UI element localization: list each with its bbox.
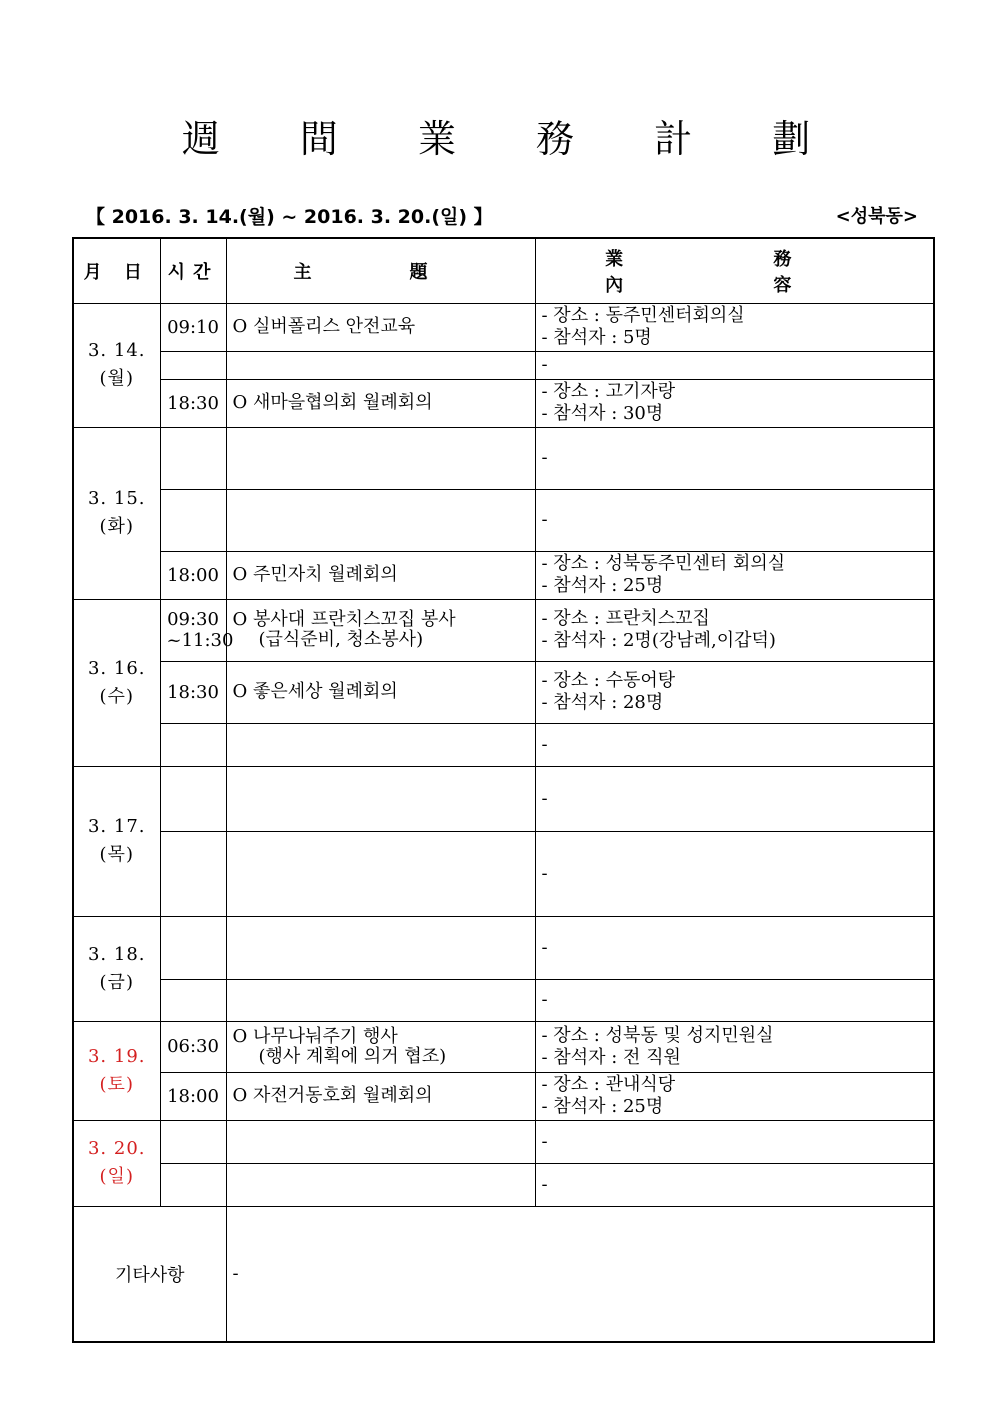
content-line: - 장소 : 수동어탕 <box>541 670 676 691</box>
content-line: - <box>541 936 548 958</box>
content-line: - 장소 : 성북동 및 성지민원실 <box>541 1024 774 1046</box>
content-cell <box>535 766 934 831</box>
topic-cell <box>226 599 535 661</box>
content-line: - <box>541 733 548 755</box>
time-cell <box>160 489 226 551</box>
table-row <box>73 1163 934 1206</box>
date-text: 3. 20. <box>87 1138 146 1159</box>
time-cell <box>160 979 226 1021</box>
table-row <box>73 1021 934 1072</box>
content-line: - <box>541 989 548 1010</box>
time-cell: 18:00 <box>160 1072 226 1120</box>
day-of-week: (일) <box>99 1166 134 1187</box>
topic-line: O 자전거동호회 월례회의 <box>232 1085 433 1106</box>
header-time: 시간 <box>160 238 226 303</box>
content-line: - <box>541 787 548 809</box>
content-cell <box>535 599 934 661</box>
header-topic: 主 題 <box>226 238 535 303</box>
content-cell <box>535 1021 934 1072</box>
topic-cell <box>226 551 535 599</box>
time-cell: 18:00 <box>160 551 226 599</box>
topic-line: O 주민자치 월례회의 <box>232 564 398 585</box>
time-cell: 18:30 <box>160 379 226 427</box>
content-cell <box>535 1163 934 1206</box>
table-row <box>73 427 934 489</box>
content-line: - <box>541 1130 548 1152</box>
content-line: - 참석자 : 2명(강남례,이갑덕) <box>541 630 776 651</box>
topic-cell <box>226 916 535 979</box>
content-line: - <box>541 354 548 375</box>
table-row <box>73 379 934 427</box>
time-cell <box>160 1120 226 1163</box>
content-cell <box>535 1072 934 1120</box>
topic-cell <box>226 351 535 379</box>
etc-row <box>73 1206 934 1342</box>
content-line: - 참석자 : 25명 <box>541 575 664 596</box>
table-row <box>73 599 934 661</box>
table-row <box>73 1072 934 1120</box>
content-line: - <box>541 447 548 468</box>
content-cell <box>535 551 934 599</box>
content-line: - <box>541 509 548 530</box>
topic-cell <box>226 1163 535 1206</box>
topic-cell <box>226 831 535 916</box>
table-row <box>73 766 934 831</box>
content-line: - <box>541 862 548 884</box>
date-cell <box>73 427 160 599</box>
content-line: - 장소 : 성북동주민센터 회의실 <box>541 553 786 574</box>
date-text: 3. 16. <box>87 657 146 679</box>
weekly-plan-table <box>72 237 935 1343</box>
content-line: - 장소 : 프란치스꼬집 <box>541 608 710 629</box>
day-of-week: (월) <box>99 368 134 389</box>
etc-content: - <box>226 1206 934 1342</box>
content-line: - 장소 : 고기자랑 <box>541 381 676 402</box>
date-text: 3. 15. <box>87 488 146 509</box>
content-cell <box>535 831 934 916</box>
day-of-week: (화) <box>99 516 134 537</box>
time-cell: 06:30 <box>160 1021 226 1072</box>
topic-cell <box>226 1021 535 1072</box>
document-title: 週 間 業 務 計 劃 <box>181 117 845 161</box>
content-line: - 참석자 : 28명 <box>541 692 664 713</box>
topic-cell <box>226 489 535 551</box>
topic-line: O 나무나눠주기 행사 <box>232 1025 398 1047</box>
topic-cell <box>226 379 535 427</box>
day-of-week: (목) <box>99 844 134 865</box>
day-of-week: (토) <box>99 1073 134 1095</box>
day-of-week: (수) <box>99 685 134 707</box>
time-cell <box>160 351 226 379</box>
table-row <box>73 916 934 979</box>
topic-cell <box>226 766 535 831</box>
header-row <box>73 238 934 303</box>
etc-label: 기타사항 <box>73 1206 226 1342</box>
table-row <box>73 979 934 1021</box>
plan-period: 【 2016. 3. 14.(월) ~ 2016. 3. 20.(일) 】 <box>86 206 493 228</box>
content-cell <box>535 427 934 489</box>
topic-cell <box>226 661 535 723</box>
time-cell <box>160 1163 226 1206</box>
content-cell <box>535 916 934 979</box>
content-cell <box>535 379 934 427</box>
time-cell <box>160 916 226 979</box>
content-cell <box>535 489 934 551</box>
topic-line: (급식준비, 청소봉사) <box>258 629 424 650</box>
content-line: - 참석자 : 전 직원 <box>541 1046 681 1068</box>
topic-line: O 새마을협의회 월례회의 <box>232 392 433 413</box>
time-cell: 09:30 ~11:30 <box>160 599 226 661</box>
time-cell <box>160 766 226 831</box>
topic-cell <box>226 1120 535 1163</box>
topic-cell <box>226 979 535 1021</box>
time-cell <box>160 831 226 916</box>
content-line: - 장소 : 동주민센터회의실 <box>541 305 745 326</box>
day-of-week: (금) <box>99 971 134 993</box>
content-line: - 참석자 : 30명 <box>541 403 664 424</box>
table-row <box>73 489 934 551</box>
topic-cell <box>226 1072 535 1120</box>
topic-cell <box>226 303 535 351</box>
content-cell <box>535 723 934 766</box>
topic-line: (행사 계획에 의거 협조) <box>258 1045 447 1067</box>
time-cell <box>160 723 226 766</box>
date-cell <box>73 1120 160 1206</box>
date-text: 3. 14. <box>87 340 146 361</box>
table-row <box>73 351 934 379</box>
content-cell <box>535 303 934 351</box>
time-cell <box>160 427 226 489</box>
table-row <box>73 661 934 723</box>
content-cell <box>535 1120 934 1163</box>
date-cell <box>73 599 160 766</box>
topic-line: O 실버폴리스 안전교육 <box>232 316 416 337</box>
header-date: 月 日 <box>73 238 160 303</box>
table-row <box>73 831 934 916</box>
plan-table-body <box>73 238 934 1342</box>
date-cell <box>73 916 160 1021</box>
content-cell <box>535 661 934 723</box>
date-text: 3. 18. <box>87 943 146 965</box>
content-line: - 참석자 : 5명 <box>541 327 652 348</box>
topic-line: O 봉사대 프란치스꼬집 봉사 <box>232 609 456 630</box>
time-cell: 18:30 <box>160 661 226 723</box>
table-row <box>73 303 934 351</box>
date-text: 3. 19. <box>87 1045 146 1067</box>
table-row <box>73 723 934 766</box>
content-cell <box>535 979 934 1021</box>
date-cell <box>73 303 160 427</box>
department-name: <성북동> <box>835 206 918 227</box>
content-line: - 장소 : 관내식당 <box>541 1074 676 1095</box>
header-content: 業 務 內 容 <box>535 238 934 303</box>
topic-cell <box>226 723 535 766</box>
table-row <box>73 1120 934 1163</box>
time-cell: 09:10 <box>160 303 226 351</box>
content-line: - 참석자 : 25명 <box>541 1096 664 1117</box>
content-cell <box>535 351 934 379</box>
date-cell <box>73 766 160 916</box>
topic-line: O 좋은세상 월례회의 <box>232 681 398 702</box>
topic-cell <box>226 427 535 489</box>
content-line: - <box>541 1173 548 1195</box>
date-cell <box>73 1021 160 1120</box>
date-text: 3. 17. <box>87 816 146 837</box>
table-row <box>73 551 934 599</box>
